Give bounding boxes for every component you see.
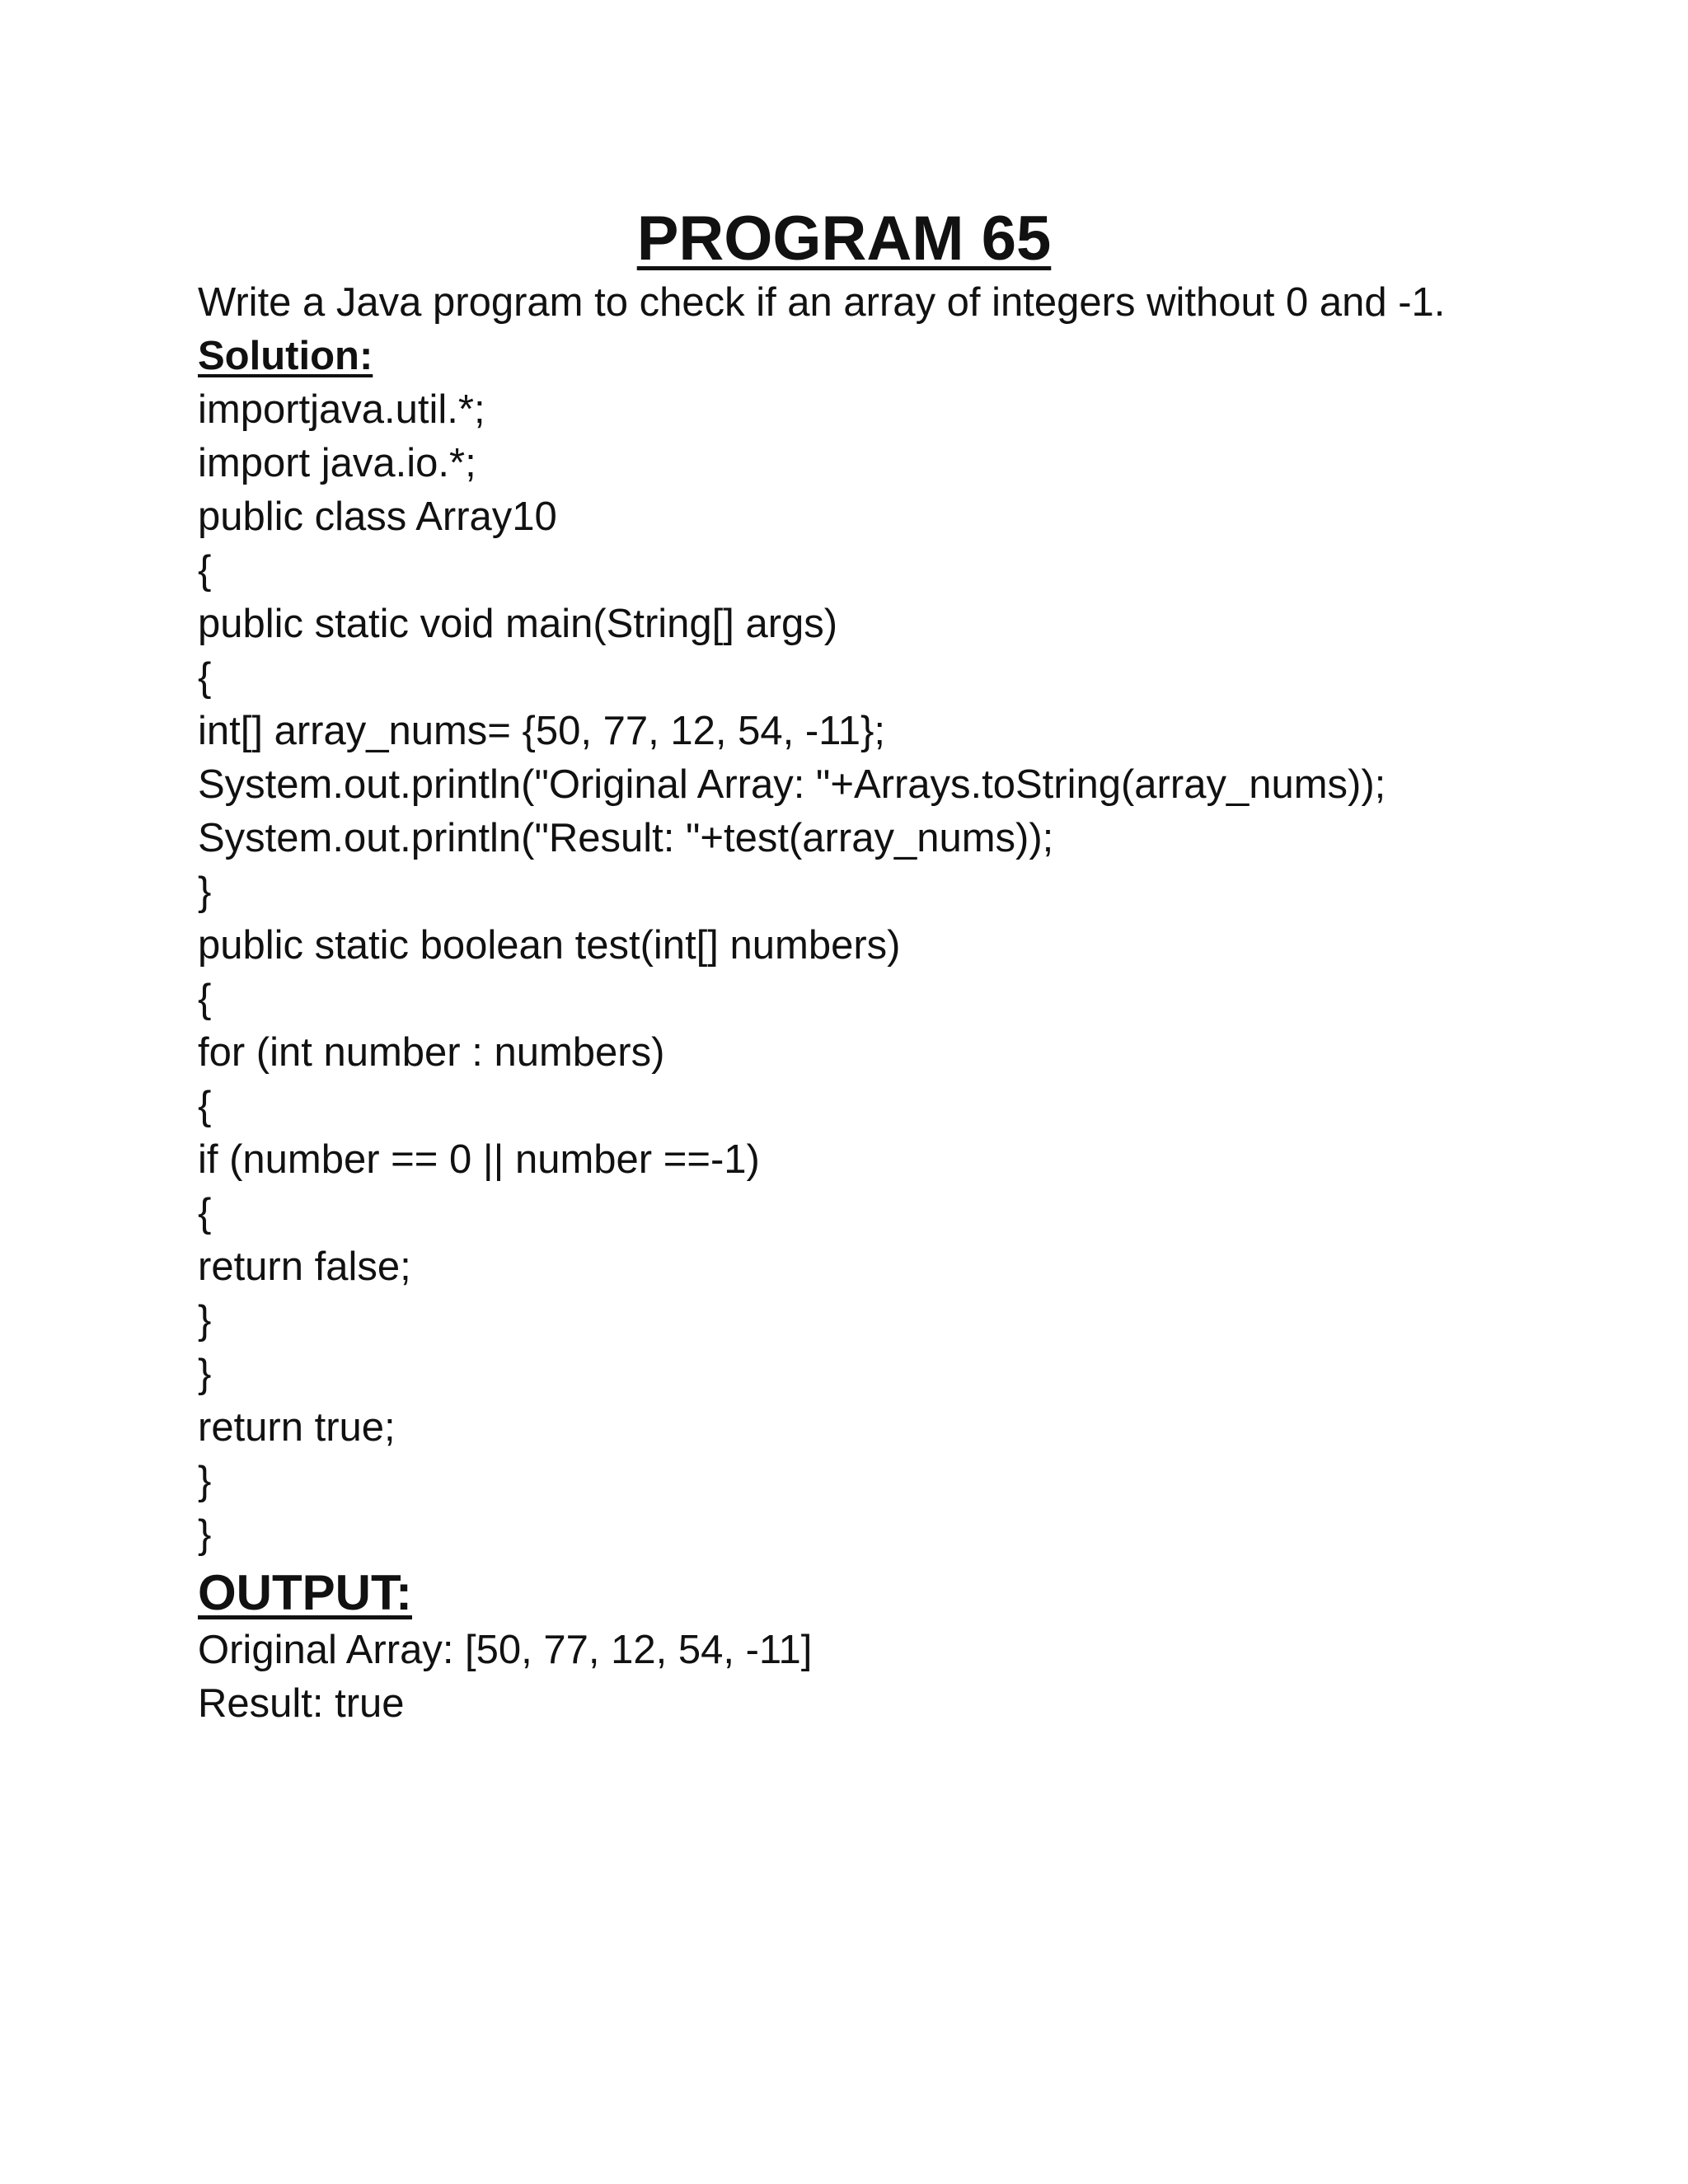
code-line: public static boolean test(int[] numbers) [198,923,901,968]
solution-label: Solution: [198,334,373,378]
code-line: { [198,1084,212,1128]
code-block [198,383,1599,1562]
code-line: } [198,869,212,914]
code-line: { [198,977,212,1021]
code-line: System.out.println("Result: "+test(array_nums)); [198,816,1054,860]
code-line: System.out.println("Original Array: "+Arrays.toString(array_nums)); [198,762,1386,807]
code-line: importjava.util.*; [198,387,485,432]
document-body [198,276,1599,1731]
question-text: Write a Java program to check if an array of integers without 0 and -1. [198,280,1446,325]
code-line: } [198,1459,212,1503]
solution-heading [198,330,1599,383]
output-heading: OUTPUT: [198,1565,412,1620]
code-line: if (number == 0 || number ==-1) [198,1137,760,1182]
code-line: } [198,1298,212,1343]
code-line: int[] array_nums= {50, 77, 12, 54, -11}; [198,709,885,753]
output-block [198,1624,1599,1731]
code-line: public static void main(String[] args) [198,602,838,646]
code-line: return true; [198,1405,396,1450]
code-line: { [198,1191,212,1235]
code-line: } [198,1512,212,1557]
code-line: { [198,548,212,593]
code-line: } [198,1352,212,1396]
code-line: public class Array10 [198,494,557,539]
output-line: Original Array: [50, 77, 12, 54, -11] [198,1628,813,1672]
page-title: PROGRAM 65 [636,204,1052,274]
code-line: { [198,655,212,700]
code-line: import java.io.*; [198,441,476,485]
code-line: for (int number : numbers) [198,1030,665,1075]
output-line: Result: true [198,1681,405,1726]
code-line: return false; [198,1244,411,1289]
